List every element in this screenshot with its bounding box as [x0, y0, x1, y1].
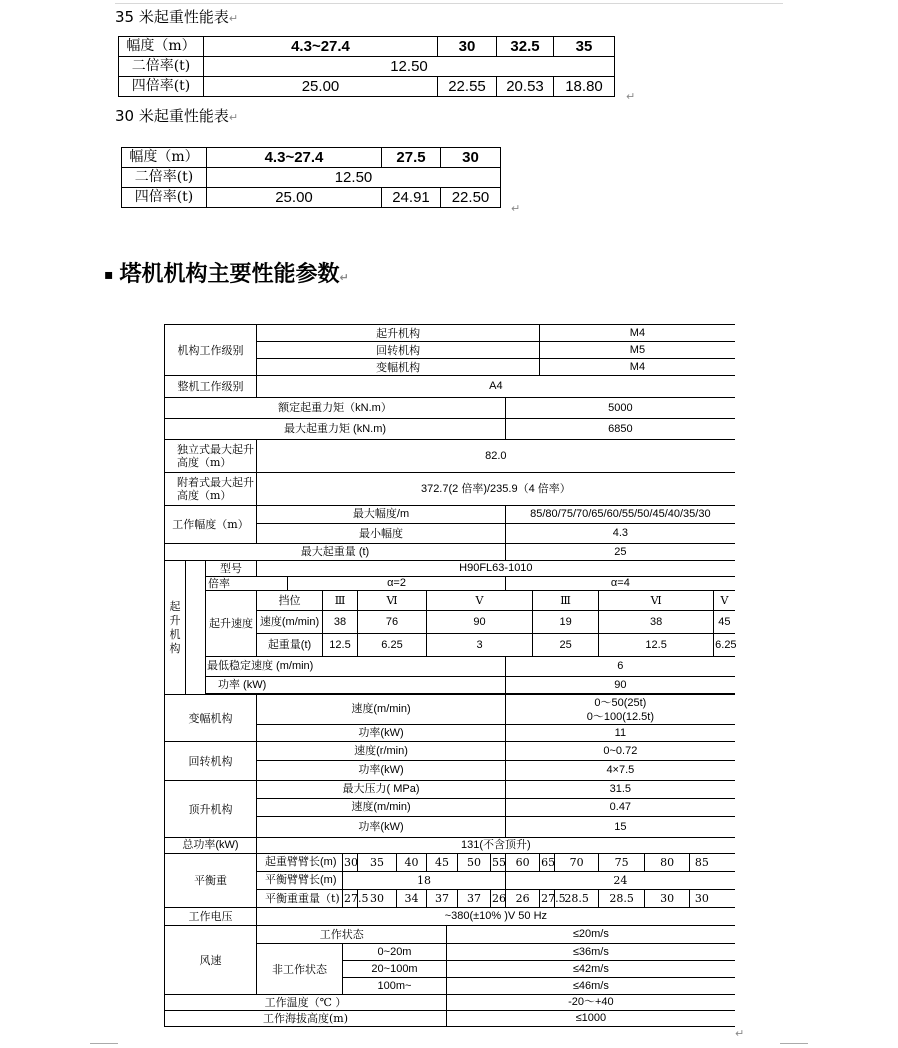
table-cell: 起升机构	[165, 561, 186, 695]
table-cell: 最大起重力矩 (kN.m)	[165, 419, 506, 440]
table-cell: 35	[358, 854, 397, 872]
table-row	[165, 473, 735, 506]
table-cell: Ⅲ	[323, 591, 358, 611]
table-cell: 起重臂臂长(m)	[257, 854, 343, 872]
table-cell: 12.50	[204, 57, 615, 77]
table-cell: 工作海拔高度(m)	[165, 1011, 447, 1027]
table-cell: 27.5	[540, 890, 555, 908]
table-cell: 最低稳定速度 (m/min)	[206, 657, 506, 677]
table-cell: 起升速度	[206, 591, 257, 657]
table-cell: 6.25	[714, 634, 735, 657]
table-cell: α=2	[288, 577, 506, 591]
table-cell: 幅度（m）	[119, 37, 204, 57]
table-cell: 25.00	[207, 188, 382, 208]
table-cell: 平衡重	[165, 854, 257, 908]
table-row	[165, 854, 735, 872]
table-cell: 30	[645, 890, 690, 908]
table-cell: 30	[438, 37, 497, 57]
table-cell: 70	[555, 854, 599, 872]
table-cell: 平衡臂臂长(m)	[257, 872, 343, 890]
table-cell: 挡位	[257, 591, 323, 611]
table-cell: 最小幅度	[257, 524, 506, 544]
table-cell: 型号	[206, 561, 257, 577]
table-cell: 24	[506, 872, 735, 890]
table-row	[165, 1011, 735, 1027]
table-cell: 12.5	[323, 634, 358, 657]
table-cell: -20～+40	[447, 995, 735, 1011]
table-cell: 75	[599, 854, 645, 872]
table-cell: 37	[427, 890, 458, 908]
table-cell: 最大幅度/m	[257, 506, 506, 524]
return-mark: ↵	[626, 90, 636, 103]
table-cell: 变幅机构	[257, 359, 540, 376]
table-cell	[186, 561, 206, 695]
load-table-30	[121, 147, 501, 208]
table-cell: 额定起重力矩（kN.m）	[165, 398, 506, 419]
table-cell: 20.53	[497, 77, 554, 97]
table-cell: 31.5	[506, 781, 735, 799]
table-cell: 100m~	[343, 978, 447, 995]
table-cell: 28.5	[599, 890, 645, 908]
table-cell: 22.50	[441, 188, 501, 208]
table-row	[165, 591, 735, 611]
table-row	[165, 561, 735, 577]
table-cell: 3	[427, 634, 533, 657]
table-cell: 6850	[506, 419, 735, 440]
table-cell: 12.5	[599, 634, 714, 657]
table-cell: 回转机构	[257, 342, 540, 359]
table-cell: M4	[540, 359, 735, 376]
table-row	[119, 77, 615, 97]
table-cell: 功率(kW)	[257, 725, 506, 742]
table-cell: 变幅机构	[165, 695, 257, 742]
table-cell: 19	[533, 611, 599, 634]
table-cell: 0.47	[506, 799, 735, 817]
table-cell: Ⅵ	[599, 591, 714, 611]
table-cell: Ⅲ	[533, 591, 599, 611]
table-cell: 50	[458, 854, 491, 872]
table-cell: 18.80	[554, 77, 615, 97]
table-cell: 工作电压	[165, 908, 257, 926]
table-cell: 4.3	[506, 524, 735, 544]
table-row	[165, 995, 735, 1011]
table-row	[165, 677, 735, 694]
bullet-icon: ▪	[104, 267, 114, 283]
table-row	[165, 838, 735, 854]
table-cell: Ⅴ	[427, 591, 533, 611]
table-cell: ≤42m/s	[447, 961, 735, 978]
table-cell: ≤46m/s	[447, 978, 735, 995]
table-row	[165, 544, 735, 561]
table-cell: 功率(kW)	[257, 761, 506, 781]
page-corner-mark	[780, 1043, 808, 1044]
table-row	[165, 657, 735, 677]
table-cell: 4.3~27.4	[204, 37, 438, 57]
table-row	[165, 440, 735, 473]
table-row	[165, 398, 735, 419]
table-row	[165, 926, 735, 944]
table-cell: 平衡重重量（t)	[257, 890, 343, 908]
table-cell: 工作状态	[257, 926, 427, 944]
table-row	[165, 325, 735, 342]
table-row	[165, 742, 735, 761]
table-row	[119, 57, 615, 77]
table-cell: 65	[540, 854, 555, 872]
table-cell: Ⅵ	[358, 591, 427, 611]
table-cell: 回转机构	[165, 742, 257, 781]
table-cell: 5000	[506, 398, 735, 419]
table-cell: α=4	[506, 577, 735, 591]
table-cell: 速度(m/min)	[257, 611, 323, 634]
table-cell: 28.5	[555, 890, 599, 908]
table-cell: 25	[506, 544, 735, 561]
table-cell: 四倍率(t)	[122, 188, 207, 208]
table-cell: 风速	[165, 926, 257, 995]
table-row	[122, 168, 501, 188]
table-cell: 速度(m/min)	[257, 799, 506, 817]
table-cell: 顶升机构	[165, 781, 257, 838]
table-cell: 幅度（m）	[122, 148, 207, 168]
table-cell: 30	[343, 854, 358, 872]
table-cell: 30	[690, 890, 714, 908]
table-cell: 最大压力( MPa)	[257, 781, 506, 799]
table-cell: 0~0.72	[506, 742, 735, 761]
table-cell: 90	[427, 611, 533, 634]
table-cell: ≤20m/s	[447, 926, 735, 944]
table-cell: 0~20m	[343, 944, 447, 961]
table-cell: 附着式最大起升高度（m）	[165, 473, 257, 506]
table-cell: ≤36m/s	[447, 944, 735, 961]
return-mark: ↵	[735, 1027, 745, 1040]
table-cell: 18	[343, 872, 506, 890]
table-cell: 37	[458, 890, 491, 908]
page-top-border	[115, 3, 783, 4]
table-cell: 30	[358, 890, 397, 908]
table-cell: 起升机构	[257, 325, 540, 342]
table-row	[122, 188, 501, 208]
table-cell: 总功率(kW)	[165, 838, 257, 854]
table-cell: 30	[441, 148, 501, 168]
table-cell: 34	[397, 890, 427, 908]
table-cell: Ⅴ	[714, 591, 735, 611]
table-cell: ≤1000	[447, 1011, 735, 1027]
parameters-table	[164, 324, 735, 1027]
table-cell: 80	[645, 854, 690, 872]
table-cell: 速度(m/min)	[257, 695, 506, 725]
table-cell: 二倍率(t)	[122, 168, 207, 188]
table-cell: 非工作状态	[257, 944, 343, 995]
table-cell: 45	[714, 611, 735, 634]
table-cell: 25	[533, 634, 599, 657]
table-cell: 工作幅度（m）	[165, 506, 257, 544]
table-cell: 整机工作级别	[165, 376, 257, 398]
table-cell: 60	[506, 854, 540, 872]
table-cell: 85/80/75/70/65/60/55/50/45/40/35/30	[506, 506, 735, 524]
table-row	[165, 577, 735, 591]
table-cell: 372.7(2 倍率)/235.9（4 倍率）	[257, 473, 735, 506]
table-cell: 32.5	[497, 37, 554, 57]
table-cell: 22.55	[438, 77, 497, 97]
table-cell: 二倍率(t)	[119, 57, 204, 77]
table-cell: A4	[257, 376, 735, 398]
table-cell: 倍率	[206, 577, 288, 591]
table-cell: 131(不含顶升)	[257, 838, 735, 854]
table-cell: 4.3~27.4	[207, 148, 382, 168]
table-cell: 85	[690, 854, 714, 872]
table-cell: 功率 (kW)	[206, 677, 506, 694]
table-cell: 功率(kW)	[257, 817, 506, 838]
section-title: ▪ 塔机机构主要性能参数↵	[104, 262, 349, 287]
table-cell: 40	[397, 854, 427, 872]
table-cell: 起重量(t)	[257, 634, 323, 657]
table-cell: 工作温度（℃ ）	[165, 995, 447, 1011]
table-cell: 15	[506, 817, 735, 838]
table-row	[165, 419, 735, 440]
page-corner-mark	[90, 1043, 118, 1044]
load-table-35	[118, 36, 615, 97]
table-row	[165, 781, 735, 799]
table-cell: 6.25	[358, 634, 427, 657]
table-cell: 55	[491, 854, 506, 872]
table-cell: 6	[506, 657, 735, 677]
table-35-heading: 35 米起重性能表↵	[115, 8, 239, 26]
table-cell: 0～50(25t) 0～100(12.5t)	[506, 695, 735, 725]
table-cell: 45	[427, 854, 458, 872]
table-row	[119, 37, 615, 57]
table-cell: 27.5	[343, 890, 358, 908]
table-cell: 90	[506, 677, 735, 694]
table-cell: 76	[358, 611, 427, 634]
table-cell: M4	[540, 325, 735, 342]
table-row	[165, 376, 735, 398]
table-row	[122, 148, 501, 168]
table-cell: 机构工作级别	[165, 325, 257, 376]
table-cell: 最大起重量 (t)	[165, 544, 506, 561]
table-cell: 27.5	[382, 148, 441, 168]
table-cell: 20~100m	[343, 961, 447, 978]
table-cell: 独立式最大起升高度（m）	[165, 440, 257, 473]
table-cell: 82.0	[257, 440, 735, 473]
return-mark: ↵	[511, 202, 521, 215]
table-30-heading: 30 米起重性能表↵	[115, 107, 239, 125]
table-cell: 11	[506, 725, 735, 742]
table-cell: 38	[323, 611, 358, 634]
table-cell: 12.50	[207, 168, 501, 188]
table-row	[165, 908, 735, 926]
table-cell: 35	[554, 37, 615, 57]
table-cell: H90FL63-1010	[257, 561, 735, 577]
table-cell: 26	[491, 890, 506, 908]
table-cell: 速度(r/min)	[257, 742, 506, 761]
table-cell: 24.91	[382, 188, 441, 208]
table-cell: ~380(±10% )V 50 Hz	[257, 908, 735, 926]
table-cell: 38	[599, 611, 714, 634]
table-row	[165, 695, 735, 725]
table-cell: 四倍率(t)	[119, 77, 204, 97]
table-row	[165, 506, 735, 524]
table-cell: 26	[506, 890, 540, 908]
table-cell: 4×7.5	[506, 761, 735, 781]
table-cell: 25.00	[204, 77, 438, 97]
table-cell: M5	[540, 342, 735, 359]
